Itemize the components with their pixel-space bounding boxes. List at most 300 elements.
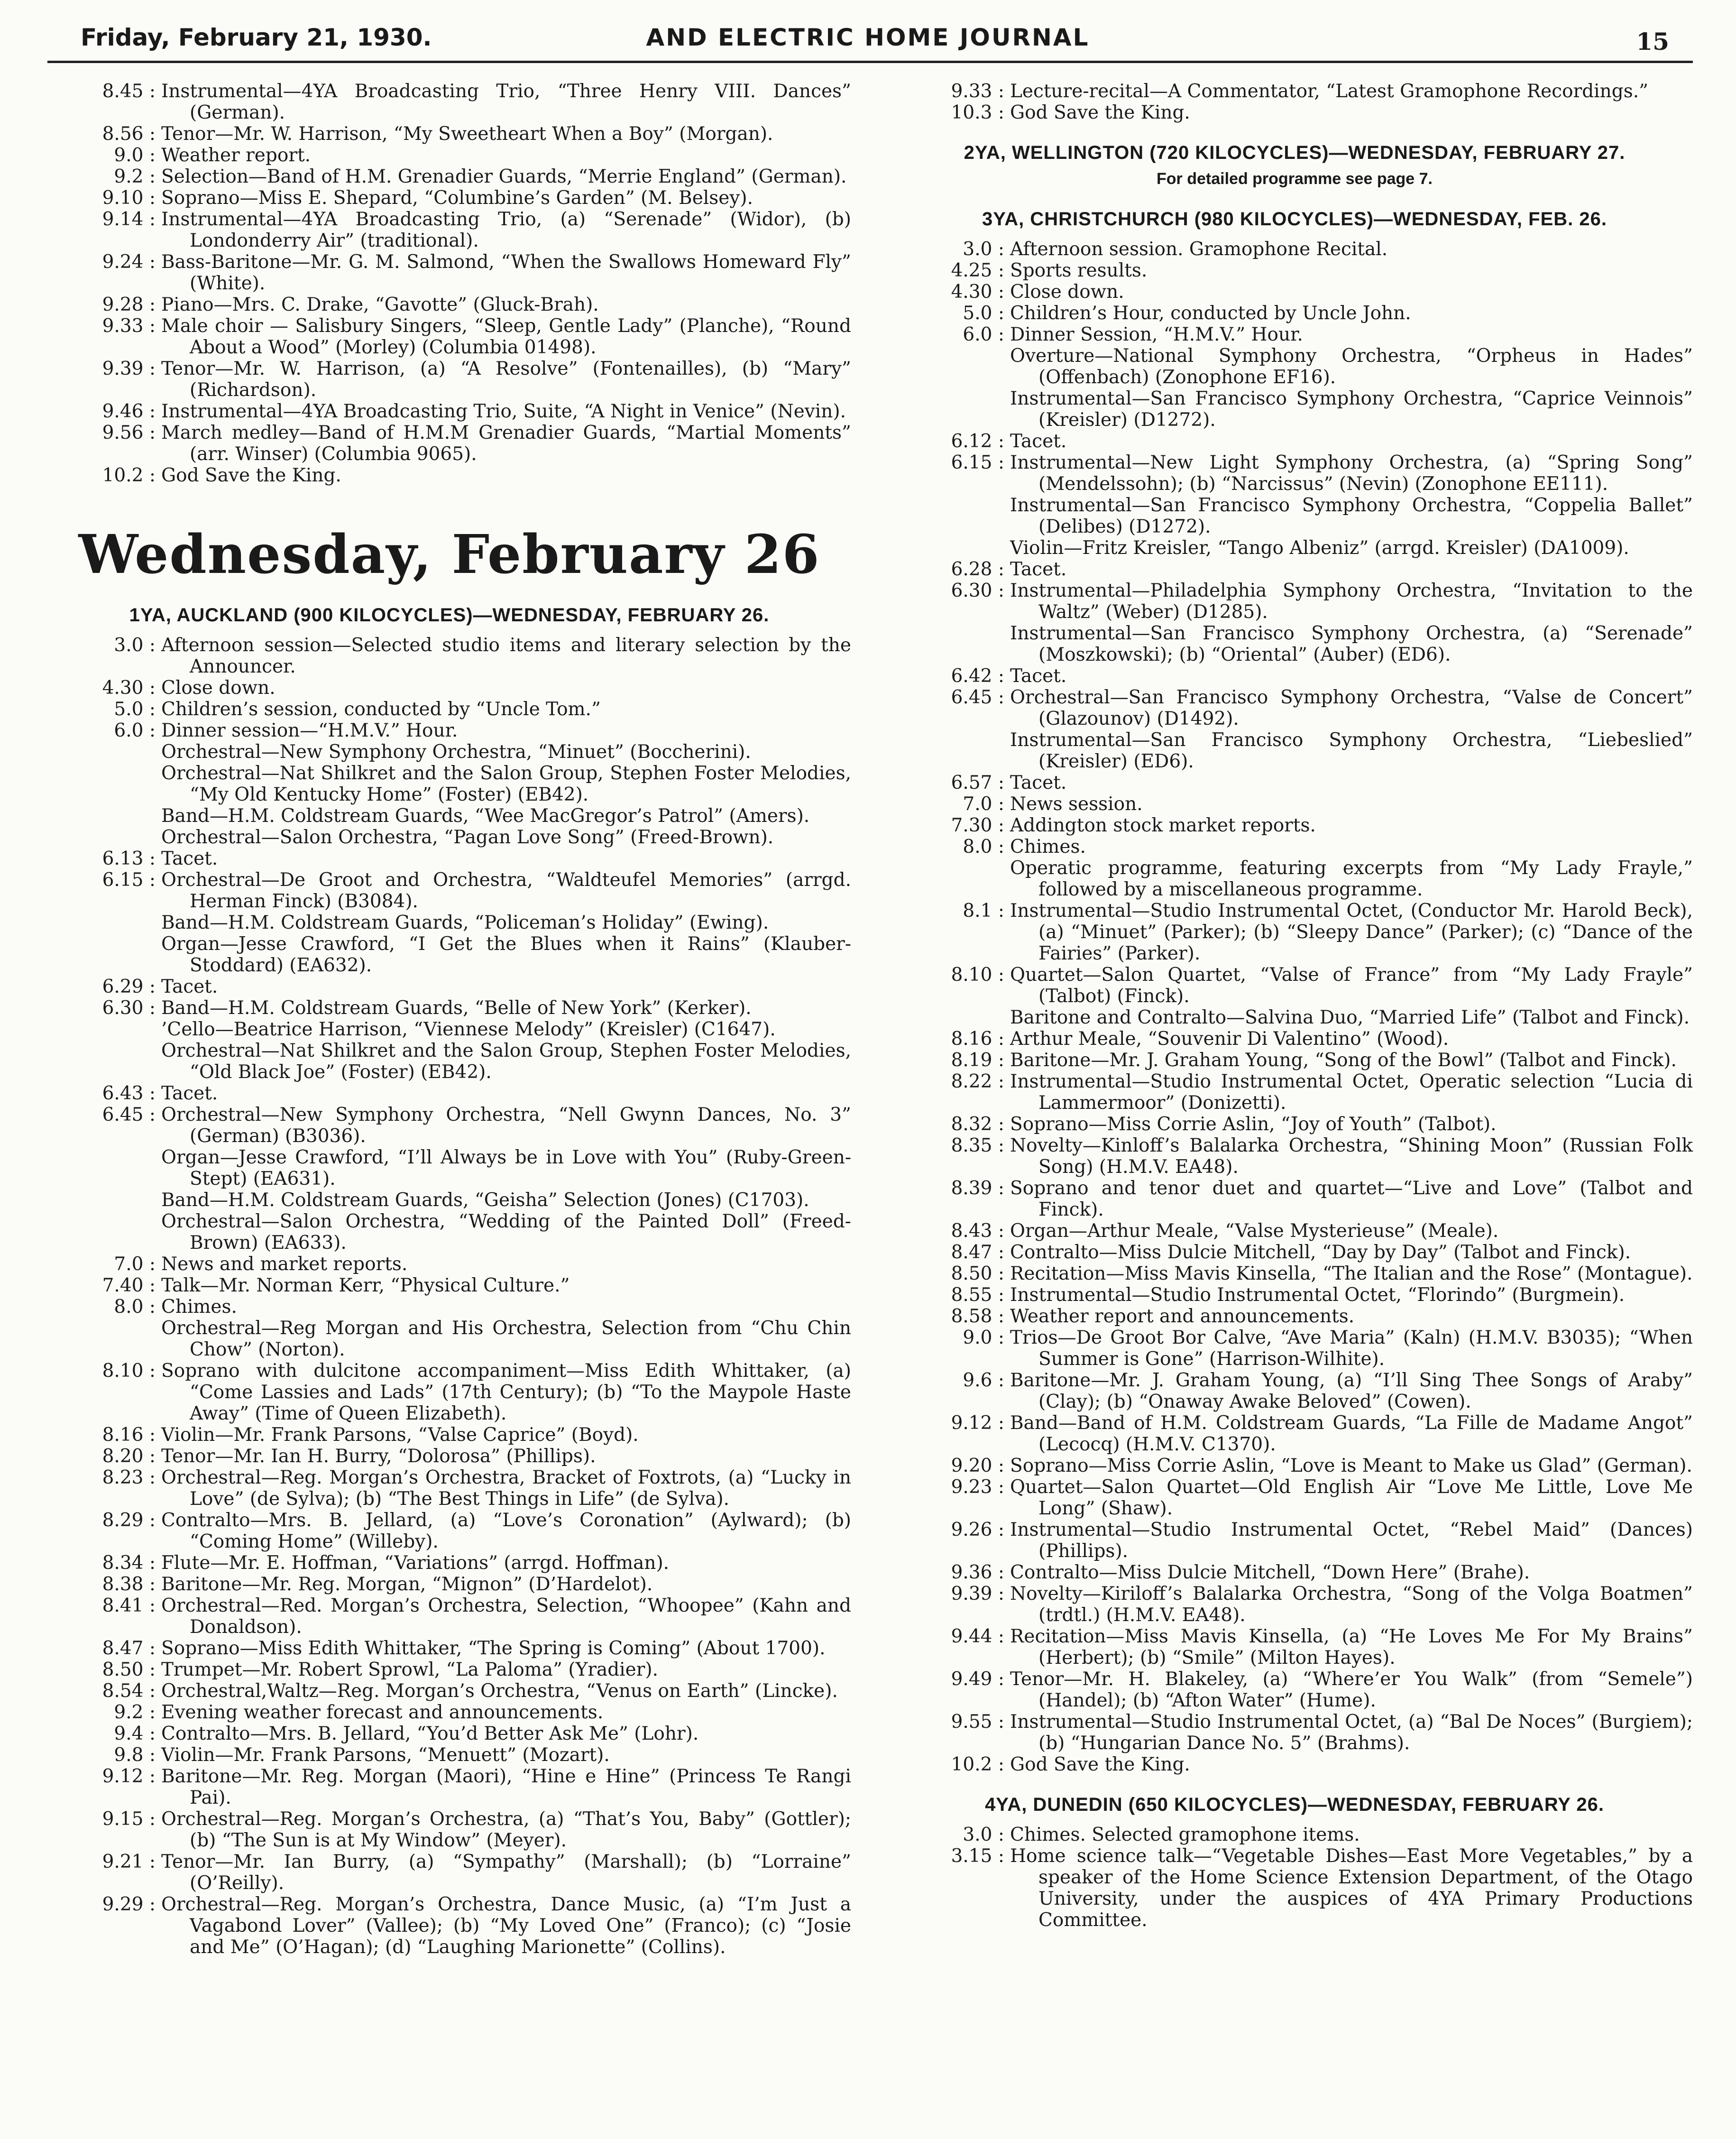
entry-text: Evening weather forecast and announcements. xyxy=(161,1702,604,1723)
sub-item-text: Instrumental—San Francisco Symphony Orchestra, (a) “Serenade” (Moszkowski); (b) “Oriental” (Auber) (ED6). xyxy=(1010,623,1693,665)
entry-time: 6.45 : xyxy=(896,687,1010,729)
entry-time: 9.26 : xyxy=(896,1519,1010,1562)
programme-entry xyxy=(896,239,1693,260)
programme-entry xyxy=(47,1638,851,1659)
entry-time: 9.46 : xyxy=(47,401,161,422)
programme-entry xyxy=(896,1626,1693,1669)
programme-entry xyxy=(896,1028,1693,1050)
entry-text: Instrumental—Philadelphia Symphony Orchestra, “Invitation to the Waltz” (Weber) (D1285). xyxy=(1010,580,1693,623)
entry-time: 9.33 : xyxy=(47,315,161,358)
station-heading-3ya: 3YA, CHRISTCHURCH (980 KILOCYCLES)—WEDNESDAY, FEB. 26. xyxy=(982,209,1607,230)
entry-time: 10.2 : xyxy=(47,465,161,486)
sub-item-list xyxy=(896,345,1693,431)
programme-sub-item xyxy=(896,729,1693,772)
entry-time: 8.0 : xyxy=(47,1296,161,1318)
sub-item-text: Orchestral—Nat Shilkret and the Salon Group, Stephen Foster Melodies, “Old Black Joe” (Foster) (EB42). xyxy=(161,1040,851,1083)
entry-text: Instrumental—Studio Instrumental Octet, “Rebel Maid” (Dances) (Phillips). xyxy=(1010,1519,1693,1562)
programme-entry xyxy=(47,1446,851,1467)
entry-text: Bass-Baritone—Mr. G. M. Salmond, “When the Swallows Homeward Fly” (White). xyxy=(161,251,851,294)
station-heading-4ya: 4YA, DUNEDIN (650 KILOCYCLES)—WEDNESDAY, FEBRUARY 26. xyxy=(985,1794,1604,1815)
entry-time: 9.28 : xyxy=(47,294,161,315)
entry-time: 9.14 : xyxy=(47,209,161,251)
sub-item-text: Band—H.M. Coldstream Guards, “Wee MacGregor’s Patrol” (Amers). xyxy=(161,805,810,827)
sub-item-list xyxy=(896,623,1693,665)
entry-text: Novelty—Kiriloff’s Balalarka Orchestra, “Song of the Volga Boatmen” (trdtl.) (H.M.V. EA48). xyxy=(1010,1583,1693,1626)
entry-time: 9.55 : xyxy=(896,1711,1010,1754)
station-heading-1ya: 1YA, AUCKLAND (900 KILOCYCLES)—WEDNESDAY, FEBRUARY 26. xyxy=(129,605,770,626)
entry-time: 5.0 : xyxy=(896,303,1010,324)
sub-item-text: Orchestral—Reg Morgan and His Orchestra, Selection from “Chu Chin Chow” (Norton). xyxy=(161,1318,851,1360)
entry-text: Afternoon session—Selected studio items and literary selection by the Announcer. xyxy=(161,635,851,677)
entry-text: Band—H.M. Coldstream Guards, “Belle of New York” (Kerker). xyxy=(161,997,752,1019)
entry-text: Piano—Mrs. C. Drake, “Gavotte” (Gluck-Brah). xyxy=(161,294,599,315)
entry-time: 3.15 : xyxy=(896,1845,1010,1931)
entry-time: 9.4 : xyxy=(47,1723,161,1744)
programme-list xyxy=(47,1254,851,1318)
station-heading-2ya: 2YA, WELLINGTON (720 KILOCYCLES)—WEDNESDAY, FEBRUARY 27. xyxy=(964,142,1626,163)
programme-entry xyxy=(47,166,851,187)
programme-entry xyxy=(896,793,1693,815)
programme-entry xyxy=(47,869,851,912)
entry-time: 9.20 : xyxy=(896,1455,1010,1476)
entry-text: Recitation—Miss Mavis Kinsella, “The Italian and the Rose” (Montague). xyxy=(1010,1263,1693,1284)
entry-time: 8.16 : xyxy=(47,1424,161,1446)
entry-time: 8.47 : xyxy=(47,1638,161,1659)
entry-text: Soprano—Miss Corrie Aslin, “Joy of Youth” (Talbot). xyxy=(1010,1114,1497,1135)
programme-sub-item xyxy=(896,388,1693,431)
entry-time: 6.30 : xyxy=(896,580,1010,623)
programme-entry xyxy=(896,260,1693,281)
programme-note: For detailed programme see page 7. xyxy=(1157,170,1433,188)
entry-text: Contralto—Mrs. B. Jellard, (a) “Love’s Coronation” (Aylward); (b) “Coming Home” (Willeby). xyxy=(161,1510,851,1552)
entry-text: Orchestral—Reg. Morgan’s Orchestra, Bracket of Foxtrots, (a) “Lucky in Love” (de Sylva); (b) “The Best Things in Life” (de Sylva). xyxy=(161,1467,851,1510)
programme-entry xyxy=(896,1583,1693,1626)
sub-item-text: Band—H.M. Coldstream Guards, “Geisha” Selection (Jones) (C1703). xyxy=(161,1189,809,1211)
header-rule xyxy=(47,61,1693,63)
entry-time: 6.12 : xyxy=(896,431,1010,452)
programme-entry xyxy=(896,1050,1693,1071)
programme-entry xyxy=(47,1766,851,1808)
sub-item-text: Baritone and Contralto—Salvina Duo, “Married Life” (Talbot and Finck). xyxy=(1010,1007,1690,1028)
programme-sub-item xyxy=(896,495,1693,537)
entry-text: Tenor—Mr. Ian Burry, (a) “Sympathy” (Marshall); (b) “Lorraine” (O’Reilly). xyxy=(161,1851,851,1894)
entry-text: Organ—Arthur Meale, “Valse Mysterieuse” (Meale). xyxy=(1010,1220,1499,1242)
programme-list xyxy=(47,81,851,486)
entry-time: 8.10 : xyxy=(47,1360,161,1424)
entry-text: Chimes. xyxy=(161,1296,237,1318)
programme-entry xyxy=(47,1104,851,1147)
entry-text: Tacet. xyxy=(1010,431,1067,452)
programme-entry xyxy=(896,559,1693,580)
entry-text: Children’s session, conducted by “Uncle Tom.” xyxy=(161,699,601,720)
entry-time: 9.33 : xyxy=(896,81,1010,102)
programme-entry xyxy=(47,1894,851,1958)
entry-text: Violin—Mr. Frank Parsons, “Menuett” (Mozart). xyxy=(161,1744,610,1766)
issue-date: Friday, February 21, 1930. xyxy=(81,24,432,51)
programme-entry xyxy=(47,720,851,741)
entry-text: Orchestral,Waltz—Reg. Morgan’s Orchestra, “Venus on Earth” (Lincke). xyxy=(161,1680,838,1702)
entry-text: Instrumental—Studio Instrumental Octet, Operatic selection “Lucia di Lammermoor” (Donizetti). xyxy=(1010,1071,1693,1114)
entry-time: 8.34 : xyxy=(47,1552,161,1574)
entry-time: 8.19 : xyxy=(896,1050,1010,1071)
entry-text: Weather report. xyxy=(161,145,311,166)
page-header xyxy=(47,24,1688,57)
programme-sub-item xyxy=(47,912,851,933)
entry-time: 5.0 : xyxy=(47,699,161,720)
entry-text: Tenor—Mr. Ian H. Burry, “Dolorosa” (Phillips). xyxy=(161,1446,596,1467)
programme-entry xyxy=(896,1754,1693,1775)
programme-list xyxy=(896,559,1693,623)
entry-time: 7.40 : xyxy=(47,1275,161,1296)
entry-text: Tacet. xyxy=(1010,665,1067,687)
entry-text: Instrumental—4YA Broadcasting Trio, (a) “Serenade” (Widor), (b) Londonderry Air” (traditional). xyxy=(161,209,851,251)
programme-entry xyxy=(896,1824,1693,1845)
programme-entry xyxy=(47,187,851,209)
programme-entry xyxy=(896,772,1693,793)
sub-item-text: Orchestral—Salon Orchestra, “Pagan Love Song” (Freed-Brown). xyxy=(161,827,774,848)
programme-entry xyxy=(896,665,1693,687)
entry-text: Orchestral—Reg. Morgan’s Orchestra, Dance Music, (a) “I’m Just a Vagabond Lover” (Vallee); (b) “My Loved One” (Franco); (c) “Josie and Me” (O’Hagan); (d) “Laughing Marionette” (Collins). xyxy=(161,1894,851,1958)
entry-text: Soprano and tenor duet and quartet—“Live and Love” (Talbot and Finck). xyxy=(1010,1178,1693,1220)
entry-text: Afternoon session. Gramophone Recital. xyxy=(1010,239,1388,260)
entry-text: News session. xyxy=(1010,793,1143,815)
programme-sub-item xyxy=(47,805,851,827)
entry-text: Tacet. xyxy=(1010,772,1067,793)
programme-entry xyxy=(896,815,1693,836)
sub-item-text: Violin—Fritz Kreisler, “Tango Albeniz” (arrgd. Kreisler) (DA1009). xyxy=(1010,537,1629,559)
programme-list xyxy=(896,1824,1693,1931)
programme-list xyxy=(896,81,1693,123)
entry-text: Contralto—Miss Dulcie Mitchell, “Day by Day” (Talbot and Finck). xyxy=(1010,1242,1631,1263)
sub-item-list xyxy=(896,857,1693,900)
entry-text: Orchestral—Reg. Morgan’s Orchestra, (a) “That’s You, Baby” (Gottler); (b) “The Sun is at My Window” (Meyer). xyxy=(161,1808,851,1851)
programme-entry xyxy=(896,81,1693,102)
entry-time: 10.3 : xyxy=(896,102,1010,123)
entry-time: 4.30 : xyxy=(47,677,161,699)
entry-time: 9.10 : xyxy=(47,187,161,209)
programme-entry xyxy=(47,1296,851,1318)
entry-time: 9.39 : xyxy=(896,1583,1010,1626)
entry-text: Orchestral—San Francisco Symphony Orchestra, “Valse de Concert” (Glazounov) (D1492). xyxy=(1010,687,1693,729)
entry-time: 6.15 : xyxy=(896,452,1010,495)
entry-text: Tacet. xyxy=(161,976,218,997)
programme-entry xyxy=(896,1071,1693,1114)
programme-sub-item xyxy=(47,1318,851,1360)
programme-entry xyxy=(47,123,851,145)
entry-text: Close down. xyxy=(1010,281,1124,303)
entry-text: Lecture-recital—A Commentator, “Latest Gramophone Recordings.” xyxy=(1010,81,1649,102)
programme-list xyxy=(896,431,1693,495)
programme-sub-item xyxy=(896,857,1693,900)
programme-entry xyxy=(896,836,1693,857)
sub-item-text: Band—H.M. Coldstream Guards, “Policeman’s Holiday” (Ewing). xyxy=(161,912,769,933)
entry-time: 9.44 : xyxy=(896,1626,1010,1669)
programme-sub-item xyxy=(896,537,1693,559)
entry-text: God Save the King. xyxy=(161,465,341,486)
entry-time: 8.50 : xyxy=(896,1263,1010,1284)
entry-text: Tenor—Mr. H. Blakeley, (a) “Where’er You Walk” (from “Semele”) (Handel); (b) “Afton Water” (Hume). xyxy=(1010,1669,1693,1711)
programme-entry xyxy=(47,1275,851,1296)
programme-entry xyxy=(896,1284,1693,1306)
programme-entry xyxy=(47,1552,851,1574)
programme-sub-item xyxy=(896,1007,1693,1028)
entry-time: 8.38 : xyxy=(47,1574,161,1595)
entry-time: 8.35 : xyxy=(896,1135,1010,1178)
entry-time: 8.16 : xyxy=(896,1028,1010,1050)
entry-time: 6.0 : xyxy=(896,324,1010,345)
entry-time: 10.2 : xyxy=(896,1754,1010,1775)
programme-sub-item xyxy=(47,933,851,976)
programme-entry xyxy=(47,1702,851,1723)
entry-text: Instrumental—Studio Instrumental Octet, (Conductor Mr. Harold Beck), (a) “Minuet” (Parker); (b) “Sleepy Dance” (Parker); (c) “Dance of the Fairies” (Parker). xyxy=(1010,900,1693,964)
entry-text: God Save the King. xyxy=(1010,102,1190,123)
entry-text: Instrumental—4YA Broadcasting Trio, Suite, “A Night in Venice” (Nevin). xyxy=(161,401,846,422)
entry-text: Orchestral—De Groot and Orchestra, “Waldteufel Memories” (arrgd. Herman Finck) (B3084). xyxy=(161,869,851,912)
programme-entry xyxy=(896,1114,1693,1135)
programme-list xyxy=(896,900,1693,1007)
programme-entry xyxy=(47,997,851,1019)
entry-time: 3.0 : xyxy=(896,1824,1010,1845)
programme-entry xyxy=(896,1412,1693,1455)
page-number: 15 xyxy=(1636,28,1669,55)
entry-time: 4.30 : xyxy=(896,281,1010,303)
sub-item-text: Operatic programme, featuring excerpts from “My Lady Frayle,” followed by a miscellaneous programme. xyxy=(1010,857,1693,900)
programme-entry xyxy=(47,1083,851,1104)
entry-time: 6.29 : xyxy=(47,976,161,997)
programme-list xyxy=(896,239,1693,345)
sub-item-text: Instrumental—San Francisco Symphony Orchestra, “Liebeslied” (Kreisler) (ED6). xyxy=(1010,729,1693,772)
programme-entry xyxy=(47,358,851,401)
entry-time: 3.0 : xyxy=(47,635,161,677)
programme-entry xyxy=(896,964,1693,1007)
programme-entry xyxy=(896,1242,1693,1263)
programme-entry xyxy=(896,1669,1693,1711)
programme-sub-item xyxy=(47,1147,851,1189)
programme-entry xyxy=(896,1370,1693,1412)
programme-entry xyxy=(896,1711,1693,1754)
programme-entry xyxy=(47,848,851,869)
sub-item-list xyxy=(47,1147,851,1254)
programme-entry xyxy=(47,401,851,422)
entry-text: Tenor—Mr. W. Harrison, (a) “A Resolve” (Fontenailles), (b) “Mary” (Richardson). xyxy=(161,358,851,401)
entry-time: 8.56 : xyxy=(47,123,161,145)
programme-list xyxy=(47,976,851,1019)
programme-entry xyxy=(896,303,1693,324)
programme-entry xyxy=(896,102,1693,123)
programme-sub-item xyxy=(47,1189,851,1211)
entry-text: Weather report and announcements. xyxy=(1010,1306,1355,1327)
entry-text: Orchestral—Red. Morgan’s Orchestra, Selection, “Whoopee” (Kahn and Donaldson). xyxy=(161,1595,851,1638)
programme-sub-item xyxy=(47,1040,851,1083)
entry-text: Baritone—Mr. J. Graham Young, “Song of the Bowl” (Talbot and Finck). xyxy=(1010,1050,1677,1071)
sub-item-list xyxy=(896,495,1693,559)
programme-sub-item xyxy=(47,1211,851,1254)
entry-time: 9.0 : xyxy=(896,1327,1010,1370)
programme-list xyxy=(47,635,851,741)
programme-entry xyxy=(47,1467,851,1510)
programme-list xyxy=(47,848,851,912)
sub-item-list xyxy=(47,1019,851,1083)
programme-list xyxy=(47,1360,851,1958)
entry-text: Violin—Mr. Frank Parsons, “Valse Caprice” (Boyd). xyxy=(161,1424,639,1446)
sub-item-text: Instrumental—San Francisco Symphony Orchestra, “Caprice Veinnois” (Kreisler) (D1272). xyxy=(1010,388,1693,431)
sub-item-text: Orchestral—Salon Orchestra, “Wedding of the Painted Doll” (Freed-Brown) (EA633). xyxy=(161,1211,851,1254)
entry-time: 9.56 : xyxy=(47,422,161,465)
entry-text: Selection—Band of H.M. Grenadier Guards, “Merrie England” (German). xyxy=(161,166,847,187)
entry-text: Band—Band of H.M. Coldstream Guards, “La Fille de Madame Angot” (Lecocq) (H.M.V. C1370). xyxy=(1010,1412,1693,1455)
entry-time: 8.39 : xyxy=(896,1178,1010,1220)
entry-text: Sports results. xyxy=(1010,260,1148,281)
entry-time: 8.45 : xyxy=(47,81,161,123)
entry-text: Tacet. xyxy=(1010,559,1067,580)
entry-time: 9.15 : xyxy=(47,1808,161,1851)
sub-item-list xyxy=(896,729,1693,772)
entry-text: Instrumental—New Light Symphony Orchestra, (a) “Spring Song” (Mendelssohn); (b) “Narcissus” (Nevin) (Zonophone EE111). xyxy=(1010,452,1693,495)
entry-text: Baritone—Mr. Reg. Morgan (Maori), “Hine e Hine” (Princess Te Rangi Pai). xyxy=(161,1766,851,1808)
entry-time: 9.29 : xyxy=(47,1894,161,1958)
programme-entry xyxy=(47,422,851,465)
programme-entry xyxy=(47,465,851,486)
sub-item-list xyxy=(47,912,851,976)
programme-entry xyxy=(47,1510,851,1552)
sub-item-text: Instrumental—San Francisco Symphony Orchestra, “Coppelia Ballet” (Delibes) (D1272). xyxy=(1010,495,1693,537)
programme-sub-item xyxy=(47,1019,851,1040)
entry-time: 8.50 : xyxy=(47,1659,161,1680)
entry-text: Contralto—Miss Dulcie Mitchell, “Down Here” (Brahe). xyxy=(1010,1562,1530,1583)
entry-time: 8.32 : xyxy=(896,1114,1010,1135)
programme-entry xyxy=(47,677,851,699)
programme-entry xyxy=(47,1744,851,1766)
entry-text: Chimes. xyxy=(1010,836,1086,857)
programme-list xyxy=(896,1028,1693,1775)
right-column xyxy=(896,81,1693,1931)
entry-time: 9.6 : xyxy=(896,1370,1010,1412)
entry-text: Close down. xyxy=(161,677,276,699)
entry-text: God Save the King. xyxy=(1010,1754,1190,1775)
programme-sub-item xyxy=(47,741,851,763)
entry-time: 6.45 : xyxy=(47,1104,161,1147)
programme-entry xyxy=(47,1680,851,1702)
entry-time: 6.43 : xyxy=(47,1083,161,1104)
programme-entry xyxy=(896,452,1693,495)
entry-text: Novelty—Kinloff’s Balalarka Orchestra, “Shining Moon” (Russian Folk Song) (H.M.V. EA48). xyxy=(1010,1135,1693,1178)
entry-text: Addington stock market reports. xyxy=(1010,815,1316,836)
entry-text: Baritone—Mr. J. Graham Young, (a) “I’ll Sing Thee Songs of Araby” (Clay); (b) “Onaway Awake Beloved” (Cowen). xyxy=(1010,1370,1693,1412)
entry-time: 6.30 : xyxy=(47,997,161,1019)
entry-text: Quartet—Salon Quartet, “Valse of France” from “My Lady Frayle” (Talbot) (Finck). xyxy=(1010,964,1693,1007)
programme-entry xyxy=(47,315,851,358)
programme-entry xyxy=(896,1306,1693,1327)
programme-entry xyxy=(896,900,1693,964)
entry-time: 9.49 : xyxy=(896,1669,1010,1711)
programme-sub-item xyxy=(47,763,851,805)
entry-time: 8.43 : xyxy=(896,1220,1010,1242)
entry-time: 9.2 : xyxy=(47,1702,161,1723)
left-column xyxy=(47,81,851,1958)
programme-entry xyxy=(896,431,1693,452)
programme-entry xyxy=(896,1263,1693,1284)
entry-time: 8.41 : xyxy=(47,1595,161,1638)
sub-item-list xyxy=(47,1318,851,1360)
programme-entry xyxy=(47,1360,851,1424)
entry-text: Soprano—Miss E. Shepard, “Columbine’s Garden” (M. Belsey). xyxy=(161,187,753,209)
entry-text: Children’s Hour, conducted by Uncle John. xyxy=(1010,303,1411,324)
entry-time: 9.23 : xyxy=(896,1476,1010,1519)
programme-entry xyxy=(896,580,1693,623)
entry-time: 9.36 : xyxy=(896,1562,1010,1583)
programme-entry xyxy=(896,1519,1693,1562)
programme-entry xyxy=(896,1845,1693,1931)
programme-entry xyxy=(896,324,1693,345)
entry-time: 9.21 : xyxy=(47,1851,161,1894)
programme-entry xyxy=(896,1455,1693,1476)
programme-entry xyxy=(47,699,851,720)
entry-time: 8.55 : xyxy=(896,1284,1010,1306)
entry-time: 6.0 : xyxy=(47,720,161,741)
entry-time: 8.1 : xyxy=(896,900,1010,964)
entry-time: 3.0 : xyxy=(896,239,1010,260)
entry-text: News and market reports. xyxy=(161,1254,408,1275)
entry-text: March medley—Band of H.M.M Grenadier Guards, “Martial Moments” (arr. Winser) (Columbia 9065). xyxy=(161,422,851,465)
sub-item-text: Orchestral—Nat Shilkret and the Salon Group, Stephen Foster Melodies, “My Old Kentucky Home” (Foster) (EB42). xyxy=(161,763,851,805)
entry-time: 8.47 : xyxy=(896,1242,1010,1263)
programme-sub-item xyxy=(896,345,1693,388)
entry-text: Male choir — Salisbury Singers, “Sleep, Gentle Lady” (Planche), “Round About a Wood” (Morley) (Columbia 01498). xyxy=(161,315,851,358)
programme-sub-item xyxy=(896,623,1693,665)
entry-text: Home science talk—“Vegetable Dishes—East More Vegetables,” by a speaker of the Home Science Extension Department, of the Otago University, under the auspices of 4YA Primary Productions Committee. xyxy=(1010,1845,1693,1931)
programme-entry xyxy=(896,1562,1693,1583)
programme-entry xyxy=(47,1808,851,1851)
entry-time: 8.20 : xyxy=(47,1446,161,1467)
sub-item-list xyxy=(896,1007,1693,1028)
programme-entry xyxy=(47,635,851,677)
entry-text: Dinner Session, “H.M.V.” Hour. xyxy=(1010,324,1303,345)
entry-text: Instrumental—Studio Instrumental Octet, “Florindo” (Burgmein). xyxy=(1010,1284,1625,1306)
programme-sub-item xyxy=(47,827,851,848)
programme-list xyxy=(47,1083,851,1147)
entry-time: 9.39 : xyxy=(47,358,161,401)
entry-text: Soprano—Miss Edith Whittaker, “The Spring is Coming” (About 1700). xyxy=(161,1638,826,1659)
entry-time: 9.0 : xyxy=(47,145,161,166)
journal-title: AND ELECTRIC HOME JOURNAL xyxy=(646,24,1090,51)
programme-entry xyxy=(47,1424,851,1446)
entry-time: 7.0 : xyxy=(896,793,1010,815)
programme-list xyxy=(896,772,1693,857)
entry-time: 4.25 : xyxy=(896,260,1010,281)
entry-time: 7.30 : xyxy=(896,815,1010,836)
programme-entry xyxy=(896,687,1693,729)
entry-time: 6.15 : xyxy=(47,869,161,912)
entry-text: Instrumental—Studio Instrumental Octet, (a) “Bal De Noces” (Burgiem); (b) “Hungarian Dance No. 5” (Brahms). xyxy=(1010,1711,1693,1754)
entry-text: Baritone—Mr. Reg. Morgan, “Mignon” (D’Hardelot). xyxy=(161,1574,653,1595)
programme-entry xyxy=(47,1595,851,1638)
entry-time: 6.57 : xyxy=(896,772,1010,793)
sub-item-text: Organ—Jesse Crawford, “I’ll Always be in Love with You” (Ruby-Green-Stept) (EA631). xyxy=(161,1147,851,1189)
entry-text: Flute—Mr. E. Hoffman, “Variations” (arrgd. Hoffman). xyxy=(161,1552,670,1574)
entry-time: 8.10 : xyxy=(896,964,1010,1007)
sub-item-text: ’Cello—Beatrice Harrison, “Viennese Melody” (Kreisler) (C1647). xyxy=(161,1019,776,1040)
entry-text: Dinner session—“H.M.V.” Hour. xyxy=(161,720,458,741)
entry-text: Tacet. xyxy=(161,1083,218,1104)
entry-text: Arthur Meale, “Souvenir Di Valentino” (Wood). xyxy=(1010,1028,1449,1050)
programme-entry xyxy=(896,281,1693,303)
entry-text: Talk—Mr. Norman Kerr, “Physical Culture.” xyxy=(161,1275,570,1296)
entry-time: 9.8 : xyxy=(47,1744,161,1766)
programme-entry xyxy=(47,1851,851,1894)
entry-text: Instrumental—4YA Broadcasting Trio, “Three Henry VIII. Dances” (German). xyxy=(161,81,851,123)
programme-entry xyxy=(896,1327,1693,1370)
entry-text: Tenor—Mr. W. Harrison, “My Sweetheart When a Boy” (Morgan). xyxy=(161,123,773,145)
